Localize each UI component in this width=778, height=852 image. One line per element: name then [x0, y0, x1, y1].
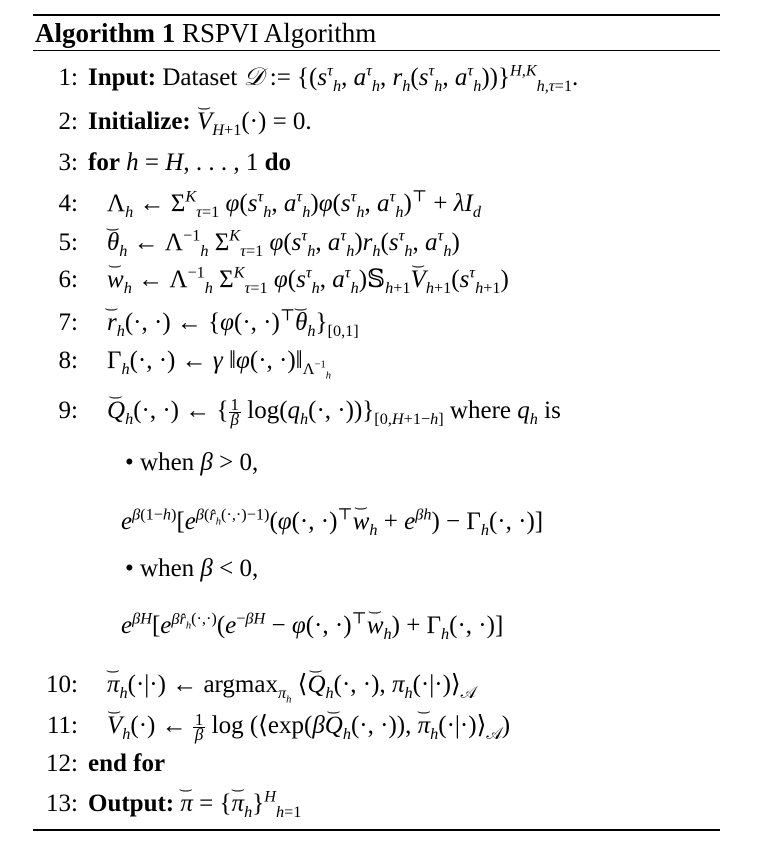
- algorithm-line-initialize: Initialize: ⌢ $V_{H+1}(\cdot) = 0$.: [88, 105, 312, 139]
- algorithm-line-6: ⌢ $w_h$ ← $\Lambda^{-1}_h$ $\Sigma^K_{\tau=1}$ $\varphi(s^\tau_h$, $a^\tau_h)𝕊_{h+1}⌢$ $V_{h+1}(s^\tau_{h+1})$: [107, 263, 509, 297]
- line-number: 8:: [58, 347, 78, 374]
- algorithm-label: Algorithm 1: [35, 18, 176, 48]
- bullet: •: [125, 555, 134, 582]
- case-beta-positive: • when β > 0,: [125, 449, 259, 476]
- keyword: do: [264, 149, 291, 176]
- algorithm-line-7: ⌢ $r_h(\cdot$, ·) ← {φ(·, ·)⊤⌢ $\theta_h\}_{[0,1]}$: [107, 306, 359, 340]
- line-number: 12:: [46, 750, 78, 777]
- algorithm-line-8: $\Gamma_h(\cdot$, ·) ← γ ‖φ(·, $\cdot)‖_{\Lambda^{-1}_h}$: [107, 347, 332, 382]
- keyword: Output:: [88, 790, 175, 817]
- bullet: •: [125, 449, 134, 476]
- keyword: for: [88, 149, 120, 176]
- algorithm-line-9: ⌢ $Q_h(\cdot$, ·) ← { $\frac{1}{\beta}$ $\log(q_h(\cdot$, $\cdot))\}_{[0,H+1-h]}$ where $q_h$ is: [107, 394, 561, 428]
- line-number: 3:: [58, 149, 78, 176]
- line-9-tail: where $q_h$ is: [449, 397, 561, 428]
- line-number: 10:: [46, 671, 78, 698]
- case-beta-negative-formula: $e^{\beta H}[e^{\beta r̂_h(\cdot,\cdot)}(e^{-\beta H} - \varphi(\cdot$, ·)⊤⌢ $w_h) + \Gamma_h(\cdot$, ·)]: [121, 609, 503, 643]
- line-number: 13:: [46, 790, 78, 817]
- line-number: 2:: [58, 108, 78, 135]
- line-number: 1:: [58, 64, 78, 91]
- algorithm-line-input: Input: Dataset 𝒟 := {($s^\tau_h$, $a^\tau_h$, $r_h(s^\tau_h$, $a^\tau_h))\}^{H,K}_{h,\tau=1}$.: [88, 61, 579, 95]
- keyword: end for: [88, 750, 166, 777]
- case-beta-negative: • when β < 0,: [125, 555, 259, 582]
- algorithm-line-10: ⌢ $\pi_h(\cdot|\cdot)$ ← argmax$_{\pi_h}$ ⟨⌢ $Q_h(\cdot$, ·), $\pi_h(\cdot|\cdot)⟩_𝒜$: [107, 668, 476, 702]
- algorithm-line-output: Output: ⌢ π = {⌢ $\pi_h\}^H_{h=1}$: [88, 787, 301, 821]
- line-number: 4:: [58, 190, 78, 217]
- keyword: Initialize:: [88, 108, 191, 135]
- line-number: 9:: [58, 397, 78, 424]
- case-beta-positive-formula: $e^{\beta(1-h)}[e^{\beta(r̂_h(\cdot,\cdot)-1)}(\varphi(\cdot$, ·)⊤⌢ $w_h + e^{\beta h}) - \Gamma_h(\cdot$, ·)]: [121, 505, 543, 539]
- algorithm-line-11: ⌢ $V_h(\cdot)$ ← $\frac{1}{\beta}$ log (⟨exp(β⌢ $Q_h(\cdot$, ·)), ⌢ $\pi_h(\cdot|\cdot)⟩_𝒜$): [107, 709, 510, 743]
- algorithm-line-for: for h = H, . . . , 1 do: [88, 149, 291, 176]
- algorithm-name: RSPVI Algorithm: [181, 18, 377, 48]
- line-number: 7:: [58, 309, 78, 336]
- keyword: Input:: [88, 64, 157, 91]
- algorithm-line-end-for: [88, 747, 165, 781]
- algorithm-title: [35, 16, 376, 50]
- line-number: 6:: [58, 266, 78, 293]
- header-rule: [33, 50, 720, 51]
- algorithm-line-5: ⌢ $\theta_h$ ← $\Lambda^{-1}_h$ $\Sigma^K_{\tau=1}$ $\varphi(s^\tau_h$, $a^\tau_h)r_h(s^\tau_h$, $a^\tau_h$): [107, 226, 460, 260]
- bottom-rule: [33, 829, 720, 831]
- line-number: 5:: [58, 229, 78, 256]
- algorithm-line-4: $\Lambda_h$ ← $\Sigma^K_{\tau=1}$ $\varphi(s^\tau_h$, $a^\tau_h)\varphi(s^\tau_h$, $a^\tau_h)^⊤ + \lambda I_d$: [107, 187, 482, 221]
- line-number: 11:: [46, 712, 78, 739]
